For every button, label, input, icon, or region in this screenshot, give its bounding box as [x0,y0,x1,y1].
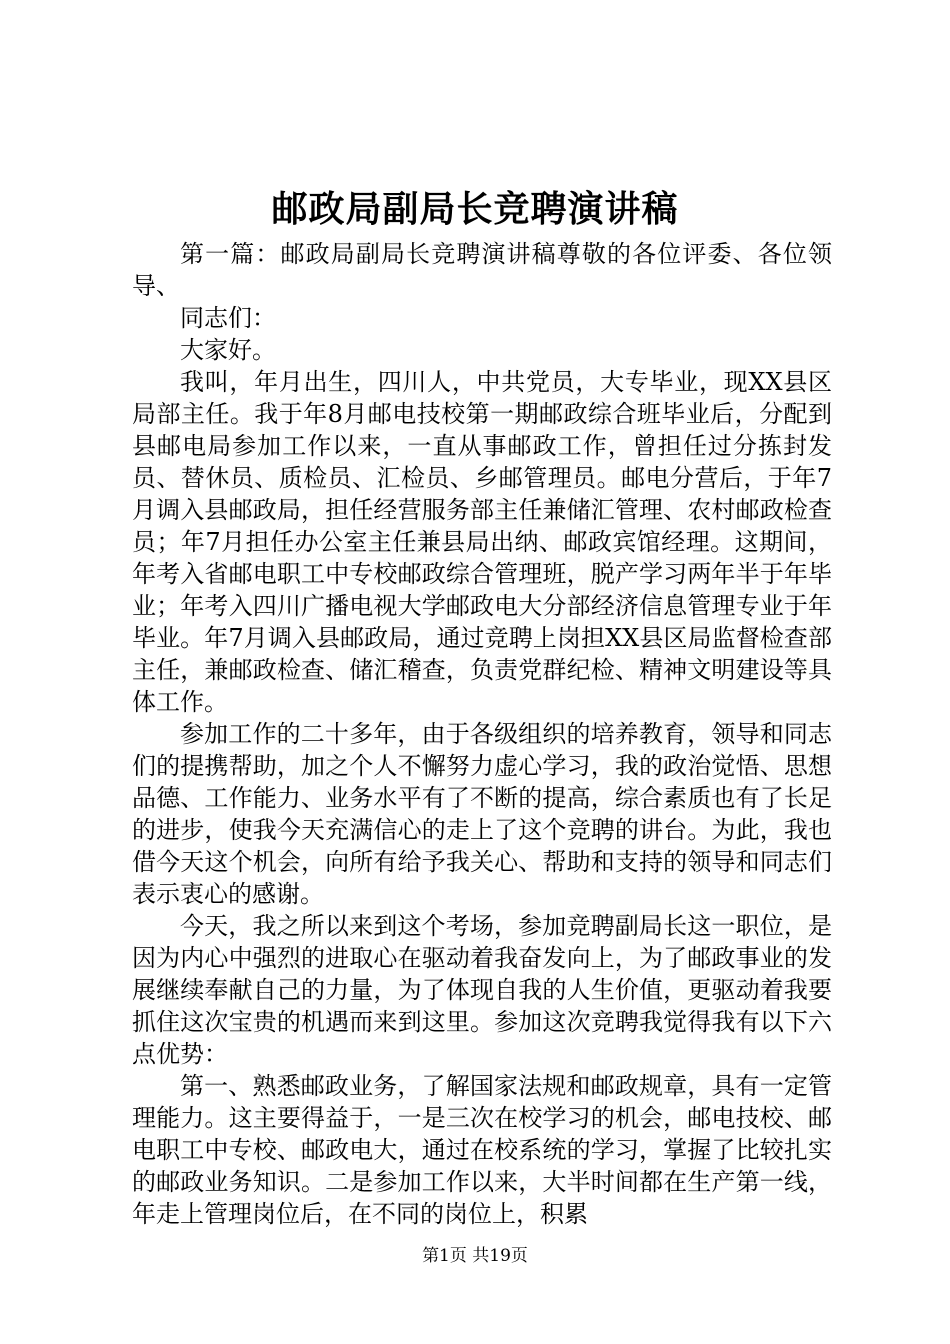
paragraph-gratitude: 参加工作的二十多年，由于各级组织的培养教育，领导和同志们的提携帮助，加之个人不懈努力虚心学习，我的政治觉悟、思想品德、工作能力、业务水平有了不断的提高，综合素质也有了长足的进步，使我今天充满信心的走上了这个竞聘的讲台。为此，我也借今天这个机会，向所有给予我关心、帮助和支持的领导和同志们表示衷心的感谢。 [132,720,832,908]
document-title: 邮政局副局长竞聘演讲稿 [271,188,679,230]
paragraph-self-introduction: 我叫，年月出生，四川人，中共党员，大专毕业，现XX县区局部主任。我于年8月邮电技校第一期邮政综合班毕业后，分配到县邮电局参加工作以来，一直从事邮政工作，曾担任过分拣封发员、替休员、质检员、汇检员、乡邮管理员。邮电分营后，于年7月调入县邮政局，担任经营服务部主任兼储汇管理、农村邮政检查员；年7月担任办公室主任兼县局出纳、邮政宾馆经理。这期间，年考入省邮电职工中专校邮政综合管理班，脱产学习两年半于年毕业；年考入四川广播电视大学邮政电大分部经济信息管理专业于年毕业。年7月调入县邮政局，通过竞聘上岗担XX县区局监督检查部主任，兼邮政检查、储汇稽查，负责党群纪检、精神文明建设等具体工作。 [132,368,832,716]
paragraph-advantage-one: 第一、熟悉邮政业务，了解国家法规和邮政规章，具有一定管理能力。这主要得益于，一是三次在校学习的机会，邮电技校、邮电职工中专校、邮政电大，通过在校系统的学习，掌握了比较扎实的邮政业务知识。二是参加工作以来，大半时间都在生产第一线，年走上管理岗位后，在不同的岗位上，积累 [132,1072,832,1228]
page-number: 第1页 共19页 [422,1246,528,1266]
paragraph-intro: 第一篇：邮政局副局长竞聘演讲稿尊敬的各位评委、各位领导、 [132,240,832,300]
paragraph-greeting: 大家好。 [180,336,276,364]
paragraph-salutation: 同志们： [180,304,276,332]
paragraph-motivation: 今天，我之所以来到这个考场，参加竞聘副局长这一职位，是因为内心中强烈的进取心在驱动着我奋发向上，为了邮政事业的发展继续奉献自己的力量，为了体现自我的人生价值，更驱动着我要抓住这次宝贵的机遇而来到这里。参加这次竞聘我觉得我有以下六点优势： [132,912,832,1068]
document-body [132,238,832,1230]
